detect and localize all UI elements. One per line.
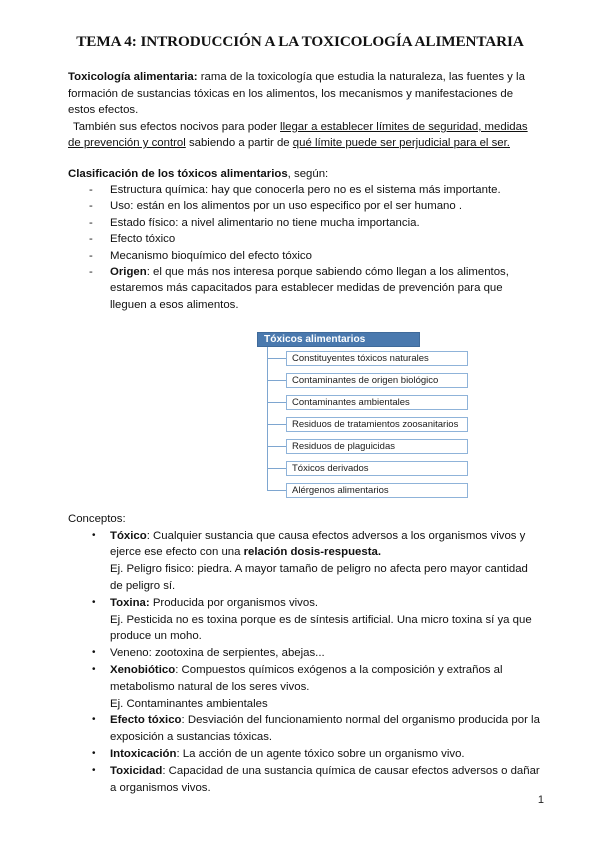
bullet-marker: • — [92, 747, 96, 759]
list-item — [68, 264, 540, 313]
dash-marker: - — [89, 183, 93, 196]
list-item — [68, 231, 540, 247]
concept-term: Toxicidad — [110, 764, 163, 777]
diagram-node: Tóxicos derivados — [286, 461, 468, 476]
diagram-node: Contaminantes de origen biológico — [286, 373, 468, 388]
classification-heading-rest: , según: — [287, 167, 329, 180]
definition-middle: sabiendo a partir de — [185, 137, 293, 150]
classification-heading-bold: Clasificación de los tóxicos alimentarios — [68, 167, 288, 180]
diagram-node: Residuos de plaguicidas — [286, 439, 468, 454]
concept-example: Ej. Contaminantes ambientales — [110, 697, 268, 710]
list-item-text: Efecto tóxico — [110, 233, 176, 246]
definition-second-paragraph — [68, 119, 540, 152]
list-item — [68, 595, 540, 645]
list-item — [68, 746, 540, 763]
definition-paragraph — [68, 69, 540, 118]
diagram-connector — [267, 468, 286, 469]
diagram-connector — [267, 402, 286, 403]
bullet-marker: • — [92, 647, 96, 659]
dash-marker: - — [89, 200, 93, 213]
diagram-connector — [267, 446, 286, 447]
bullet-marker: • — [92, 663, 96, 675]
list-item — [68, 528, 540, 595]
bullet-marker: • — [92, 529, 96, 541]
list-item-text: Mecanismo bioquímico del efecto tóxico — [110, 249, 312, 262]
list-item — [68, 645, 540, 662]
list-item — [68, 215, 540, 231]
concept-text: : Compuestos químicos exógenos a la composición y extraños al metabolismo natural de los seres vivos. — [110, 663, 503, 693]
concept-term: Xenobiótico — [110, 663, 176, 676]
bullet-marker: • — [92, 764, 96, 776]
concept-text-bold-tail: relación dosis-respuesta. — [243, 546, 381, 559]
diagram-node: Constituyentes tóxicos naturales — [286, 351, 468, 366]
list-item — [68, 763, 540, 797]
definition-term: Toxicología alimentaria: — [68, 71, 198, 84]
diagram-node: Residuos de tratamientos zoosanitarios — [286, 417, 468, 432]
diagram-node: Contaminantes ambientales — [286, 395, 468, 410]
list-item — [68, 198, 540, 214]
definition-underline-2: qué límite puede ser perjudicial para el ser. — [292, 137, 510, 150]
bullet-marker: • — [92, 596, 96, 608]
diagram-connector — [267, 490, 286, 491]
concept-term: Tóxico — [110, 529, 147, 542]
concept-text: : Cualquier sustancia que causa efectos adversos a los organismos vivos y ejerce ese efecto con una — [110, 529, 526, 559]
definition-lead: También sus efectos nocivos para poder — [73, 120, 281, 133]
toxics-diagram — [68, 329, 540, 511]
list-item-text: : el que más nos interesa porque sabiendo cómo llegan a los alimentos, estaremos más capacitados para establecer medidas de prevención para que lleguen a esos alimentos. — [110, 265, 509, 311]
concepts-heading: Conceptos: — [68, 513, 126, 526]
concepts-list — [68, 528, 540, 797]
concept-term: Intoxicación — [110, 747, 177, 760]
diagram-root-node: Tóxicos alimentarios — [257, 332, 420, 347]
concept-term: Efecto tóxico — [110, 714, 182, 727]
diagram-connector — [267, 424, 286, 425]
list-item — [68, 248, 540, 264]
concept-example: Ej. Pesticida no es toxina porque es de síntesis artificial. Una micro toxina sí ya que produce un moho. — [110, 613, 532, 643]
spacer — [68, 152, 540, 166]
concept-text: : Capacidad de una sustancia química de causar efectos adversos o dañar a organismos vivos. — [110, 764, 540, 794]
concept-text: : La acción de un agente tóxico sobre un organismo vivo. — [176, 747, 465, 760]
concept-text: Producida por organismos vivos. — [149, 596, 319, 609]
concept-term: Toxina: — [110, 596, 150, 609]
dash-marker: - — [89, 249, 93, 262]
diagram-node: Alérgenos alimentarios — [286, 483, 468, 498]
list-item-text: Uso: están en los alimentos por un uso especifico por el ser humano . — [110, 200, 463, 213]
diagram-connector — [267, 380, 286, 381]
diagram-connector — [267, 358, 286, 359]
bullet-marker: • — [92, 714, 96, 726]
concept-text: Veneno: zootoxina de serpientes, abejas... — [110, 647, 325, 660]
concept-example: Ej. Peligro fisico: piedra. A mayor tamaño de peligro no afecta pero mayor cantidad de peligro sí. — [110, 563, 528, 592]
list-item — [68, 712, 540, 746]
list-item-bold: Origen — [110, 265, 147, 278]
dash-marker: - — [89, 216, 93, 229]
classification-heading — [68, 166, 540, 182]
list-item-text: Estructura química: hay que conocerla pero no es el sistema más importante. — [110, 183, 501, 196]
definition-underline-1: llegar a establecer límites de seguridad, medidas de prevención y control — [68, 120, 528, 150]
classification-list — [68, 182, 540, 313]
document-body — [0, 69, 600, 796]
definition-body: rama de la toxicología que estudia la naturaleza, las fuentes y la formación de sustancias tóxicas en los alimentos, los mecanismos y manifestaciones de estos efectos. — [68, 71, 525, 117]
list-item-text: Estado físico: a nivel alimentario no tiene mucha importancia. — [110, 216, 420, 229]
list-item — [68, 662, 540, 712]
dash-marker: - — [89, 265, 93, 278]
concept-text: : Desviación del funcionamiento normal del organismo producida por la exposición a sustancias tóxicas. — [110, 714, 540, 744]
list-item — [68, 182, 540, 198]
page-number: 1 — [537, 794, 544, 806]
page-title: TEMA 4: INTRODUCCIÓN A LA TOXICOLOGÍA ALIMENTARIA — [76, 33, 524, 50]
dash-marker: - — [89, 233, 93, 246]
